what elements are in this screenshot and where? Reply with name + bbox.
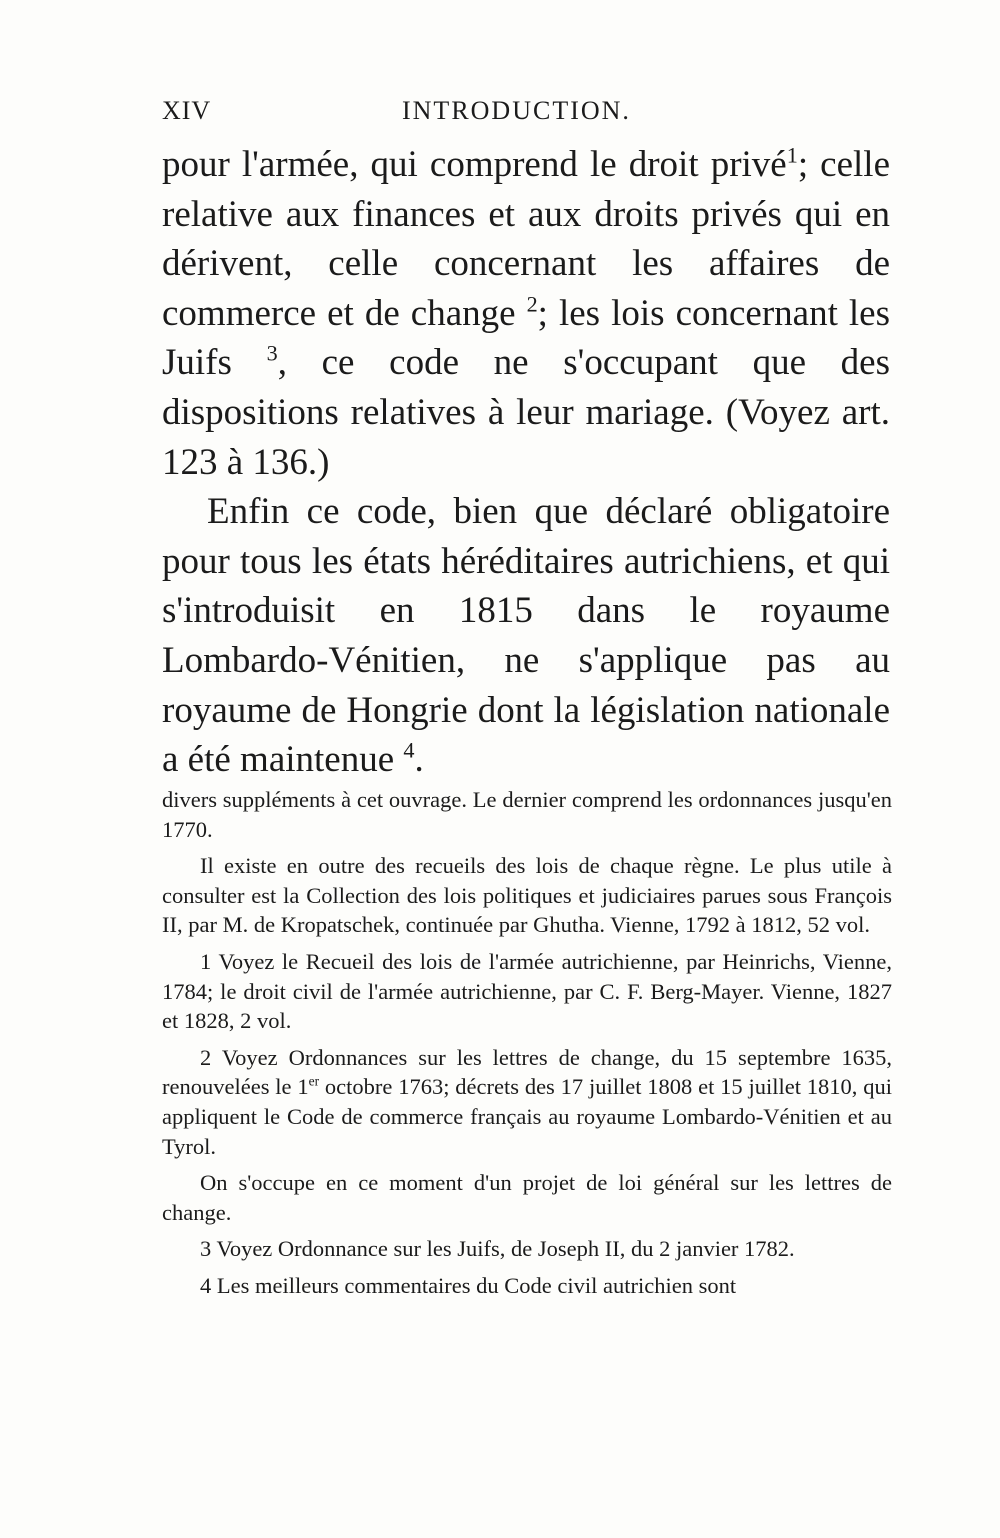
footnote-ref-2[interactable]: 2 xyxy=(526,291,538,317)
footnote-number: 3 xyxy=(200,1236,212,1262)
footnote-3 xyxy=(162,1234,892,1264)
footnote-text: Les meilleurs commentaires du Code civil autrichien sont xyxy=(216,1272,737,1298)
main-text xyxy=(162,140,890,785)
footnote-ref-3[interactable]: 3 xyxy=(266,341,278,367)
footnote-number: 1 xyxy=(200,948,212,974)
footnote-number: 2 xyxy=(200,1044,212,1070)
text-run: Enfin ce code, bien que déclaré obligatoire pour tous les états héréditaires autrichiens, et qui s'introduisit en 1815 dans le royaume Lombardo-Vénitien, ne s'applique pas au royaume de Hongrie dont la législation nationale a été maintenue xyxy=(162,491,890,781)
text-run: ; les lois concernant les Juifs xyxy=(162,292,891,384)
paragraph-continuation xyxy=(162,140,890,487)
footnote-number: 4 xyxy=(200,1272,212,1298)
footnote-continuation: divers suppléments à cet ouvrage. Le dernier comprend les ordonnances jusqu'en 1770. xyxy=(162,787,892,842)
footnotes xyxy=(162,785,892,1308)
footnote-1 xyxy=(162,947,892,1036)
running-title: INTRODUCTION. xyxy=(402,96,631,125)
text-run: pour l'armée, qui comprend le droit privé xyxy=(162,144,787,185)
page-number: XIV xyxy=(162,96,212,125)
footnote-4 xyxy=(162,1271,892,1301)
footnote-2 xyxy=(162,1043,892,1161)
footnote-2-extra: On s'occupe en ce moment d'un projet de loi général sur les lettres de change. xyxy=(162,1170,892,1225)
paragraph-enfin xyxy=(162,487,890,785)
footnote-text: Voyez Ordonnances sur les lettres de change, du 15 septembre 1635, renouvelées le 1 xyxy=(162,1044,893,1100)
ordinal-sup: er xyxy=(308,1073,320,1089)
footnote-text: Voyez le Recueil des lois de l'armée autrichienne, par Heinrichs, Vienne, 1784; le droit civil de l'armée autrichienne, par C. F. Berg-Mayer. Vienne, 1827 et 1828, 2 vol. xyxy=(162,948,893,1034)
footnote-ref-1[interactable]: 1 xyxy=(786,142,798,168)
footnote-text: Voyez Ordonnance sur les Juifs, de Joseph II, du 2 janvier 1782. xyxy=(216,1236,795,1262)
text-run: , ce code ne s'occupant que des dispositions relatives à leur mariage. (Voyez art. 123 à 136.) xyxy=(162,342,891,483)
running-header xyxy=(162,96,888,136)
footnote-extra: Il existe en outre des recueils des lois de chaque règne. Le plus utile à consulter est la Collection des lois politiques et judiciaires parues sous François II, par M. de Kropatschek, continuée par Ghutha. Vienne, 1792 à 1812, 52 vol. xyxy=(162,853,892,938)
footnote-ref-4[interactable]: 4 xyxy=(403,737,415,763)
text-run: . xyxy=(414,739,424,781)
text-run: ; celle relative aux finances et aux droits privés qui en dérivent, celle concernant les affaires de commerce et de change xyxy=(162,144,891,334)
footnote-text: octobre 1763; décrets des 17 juillet 1808 et 15 juillet 1810, qui appliquent le Code de commerce français au royaume Lombardo-Vénitien et au Tyrol. xyxy=(162,1074,892,1159)
